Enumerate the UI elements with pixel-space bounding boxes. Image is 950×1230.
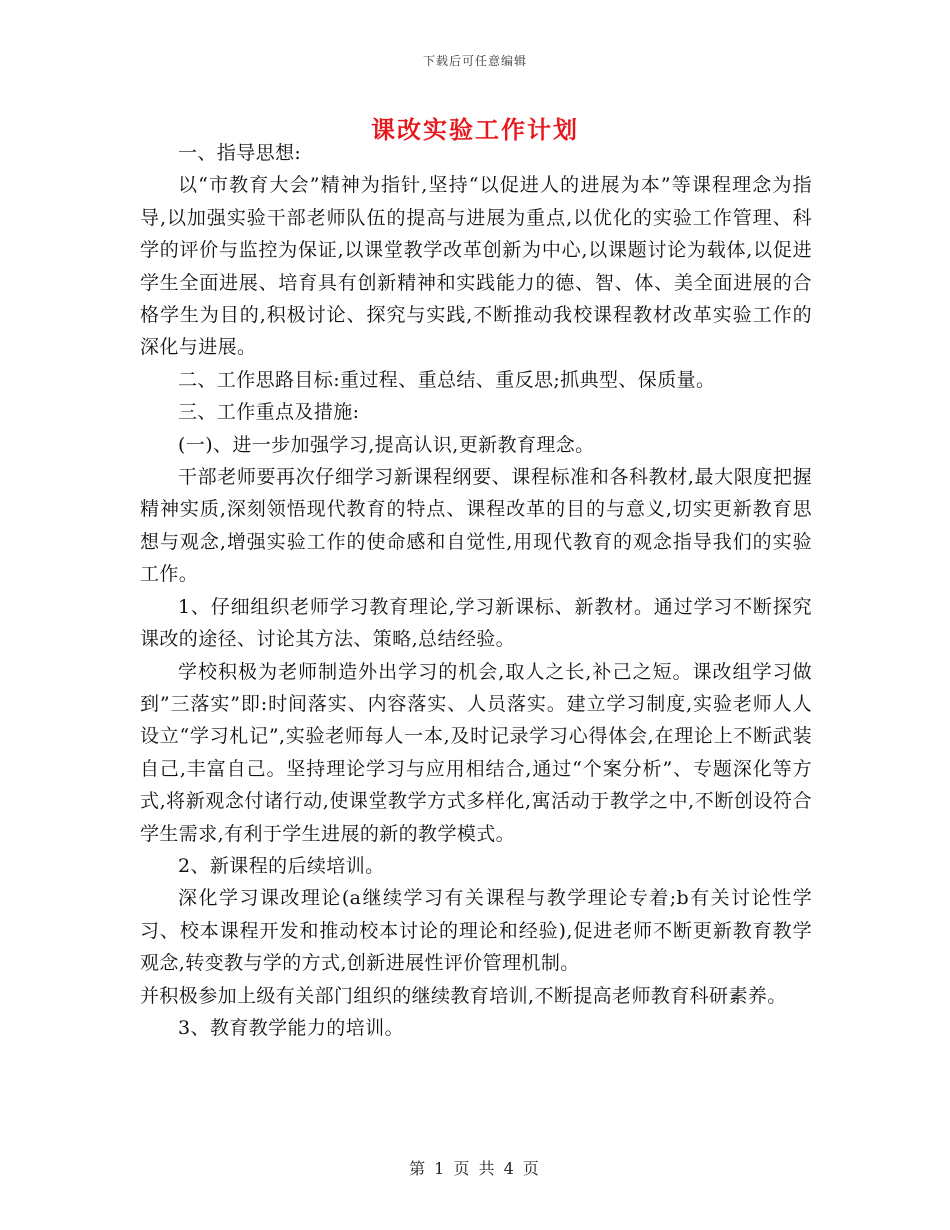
section-heading-guiding-thought: 一、指导思想: — [178, 142, 302, 164]
section-heading-focus-measures: 三、工作重点及措施: — [178, 401, 360, 424]
paragraph-continuing-education: 并积极参加上级有关部门组织的继续教育培训,不断提高老师教育科研素养。 — [140, 984, 787, 1007]
document-title: 课改实验工作计划 — [371, 115, 579, 144]
paragraph-guiding-thought: 以“市教育大会”精神为指针,坚持“以促进人的进展为本”等课程理念为指导,以加强实验干部老师队伍的提高与进展为重点,以优化的实验工作管理、科学的评价与监控为保证,以课堂教学改革创新为中心,以课题讨论为载体,以促进学生全面进展、培育具有创新精神和实践能力的德、智、体、美全面进展的合格学生为目的,积极讨论、探究与实践,不断推动我校课程教材改革实验工作的深化与进展。 — [140, 174, 812, 359]
item-3-teaching-ability: 3、教育教学能力的培训。 — [178, 1016, 404, 1039]
subheading-strengthen-learning: (一)、进一步加强学习,提高认识,更新教育理念。 — [178, 433, 595, 456]
paragraph-deepen-theory: 深化学习课改理论(a继续学习有关课程与教学理论专着;b有关讨论性学习、校本课程开发和推动校本讨论的理论和经验),促进老师不断更新教育教学观念,转变教与学的方式,创新进展性评价管理机制。 — [140, 887, 812, 975]
section-heading-work-goals: 二、工作思路目标:重过程、重总结、重反思;抓典型、保质量。 — [178, 368, 716, 391]
document-body — [140, 137, 812, 1044]
page-number-footer: 第 1 页 共 4 页 — [409, 1159, 541, 1178]
paragraph-school-learning-opportunities: 学校积极为老师制造外出学习的机会,取人之长,补己之短。课改组学习做到”三落实”即:时间落实、内容落实、人员落实。建立学习制度,实验老师人人设立“学习札记”,实验老师每人一本,及时记录学习心得体会,在理论上不断武装自己,丰富自己。坚持理论学习与应用相结合,通过“个案分析”、专题深化等方式,将新观念付诸行动,使课堂教学方式多样化,寓活动于教学之中,不断创设符合学生需求,有利于学生进展的新的教学模式。 — [140, 660, 812, 845]
item-2-follow-up-training: 2、新课程的后续培训。 — [178, 854, 385, 877]
paragraph-study-curriculum: 干部老师要再次仔细学习新课程纲要、课程标准和各科教材,最大限度把握精神实质,深刻领悟现代教育的特点、课程改革的目的与意义,切实更新教育思想与观念,增强实验工作的使命感和自觉性,用现代教育的观念指导我们的实验工作。 — [140, 466, 812, 586]
item-1-organize-study: 1、仔细组织老师学习教育理论,学习新课标、新教材。通过学习不断探究课改的途径、讨论其方法、策略,总结经验。 — [140, 595, 812, 651]
page-header-note: 下载后可任意编辑 — [422, 54, 527, 68]
